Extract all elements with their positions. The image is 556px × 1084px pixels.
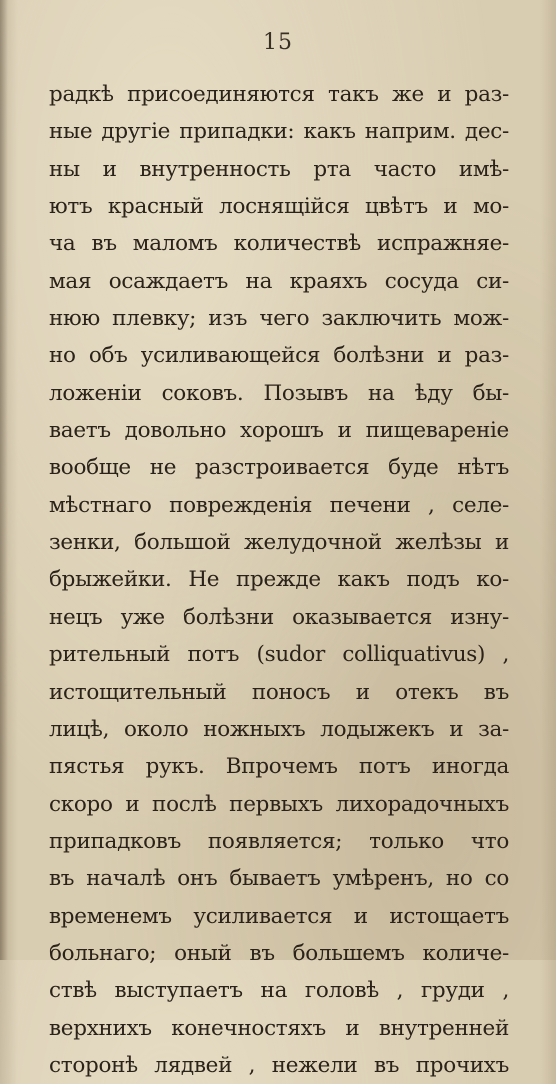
text-line: радкѣ присоединяются такъ же и раз-	[49, 82, 509, 107]
text-line: ны и внутренность рта часто имѣ-	[49, 156, 509, 182]
text-line: скоро и послѣ первыхъ лихорадочныхъ	[49, 791, 509, 817]
text-line: ча въ маломъ количествѣ испражняе-	[49, 231, 509, 257]
text-line: лицѣ, около ножныхъ лодыжекъ и за-	[49, 716, 509, 742]
text-line: зенки, большой желудочной желѣзы и	[49, 530, 509, 556]
spine-shadow	[0, 0, 8, 960]
text-line: нюю плевку; изъ чего заключить мож-	[49, 306, 509, 332]
text-line: но объ усиливающейся болѣзни и раз-	[49, 343, 509, 369]
text-line: рительный потъ (sudor colliquativus) ,	[49, 642, 509, 668]
page-text	[49, 76, 509, 1084]
page-number: 15	[263, 30, 293, 55]
text-line: ютъ красный лоснящiйся цвѣтъ и мо-	[49, 194, 509, 220]
text-line: сторонѣ лядвей , нежели въ прочихъ	[49, 1052, 509, 1078]
text-line: пястья рукъ. Впрочемъ потъ иногда	[49, 754, 509, 780]
text-line: верхнихъ конечностяхъ и внутренней	[49, 1015, 509, 1041]
text-line: нецъ уже болѣзни оказывается изну-	[49, 604, 509, 630]
text-line: ные другiе припадки: какъ наприм. дес-	[49, 119, 509, 145]
text-line: ствѣ выступаетъ на головѣ , груди ,	[49, 978, 509, 1004]
text-line: въ началѣ онъ бываетъ умѣренъ, но со	[49, 866, 509, 892]
text-line: брыжейки. Не прежде какъ подъ ко-	[49, 567, 509, 593]
text-line: вообще не разстроивается буде нѣтъ	[49, 455, 509, 481]
text-line: мая осаждаетъ на краяхъ сосуда си-	[49, 268, 509, 294]
text-line: временемъ усиливается и истощаетъ	[49, 903, 509, 929]
text-line: мѣстнаго поврежденiя печени , селе-	[49, 492, 509, 518]
text-line: припадковъ появляется; только что	[49, 828, 509, 854]
text-line: ложенiи соковъ. Позывъ на ѣду бы-	[49, 380, 509, 406]
text-line: больнаго; оный въ большемъ количе-	[49, 940, 509, 966]
text-line: ваетъ довольно хорошъ и пищеваренiе	[49, 418, 509, 444]
text-line: истощительный поносъ и отекъ въ	[49, 679, 509, 705]
